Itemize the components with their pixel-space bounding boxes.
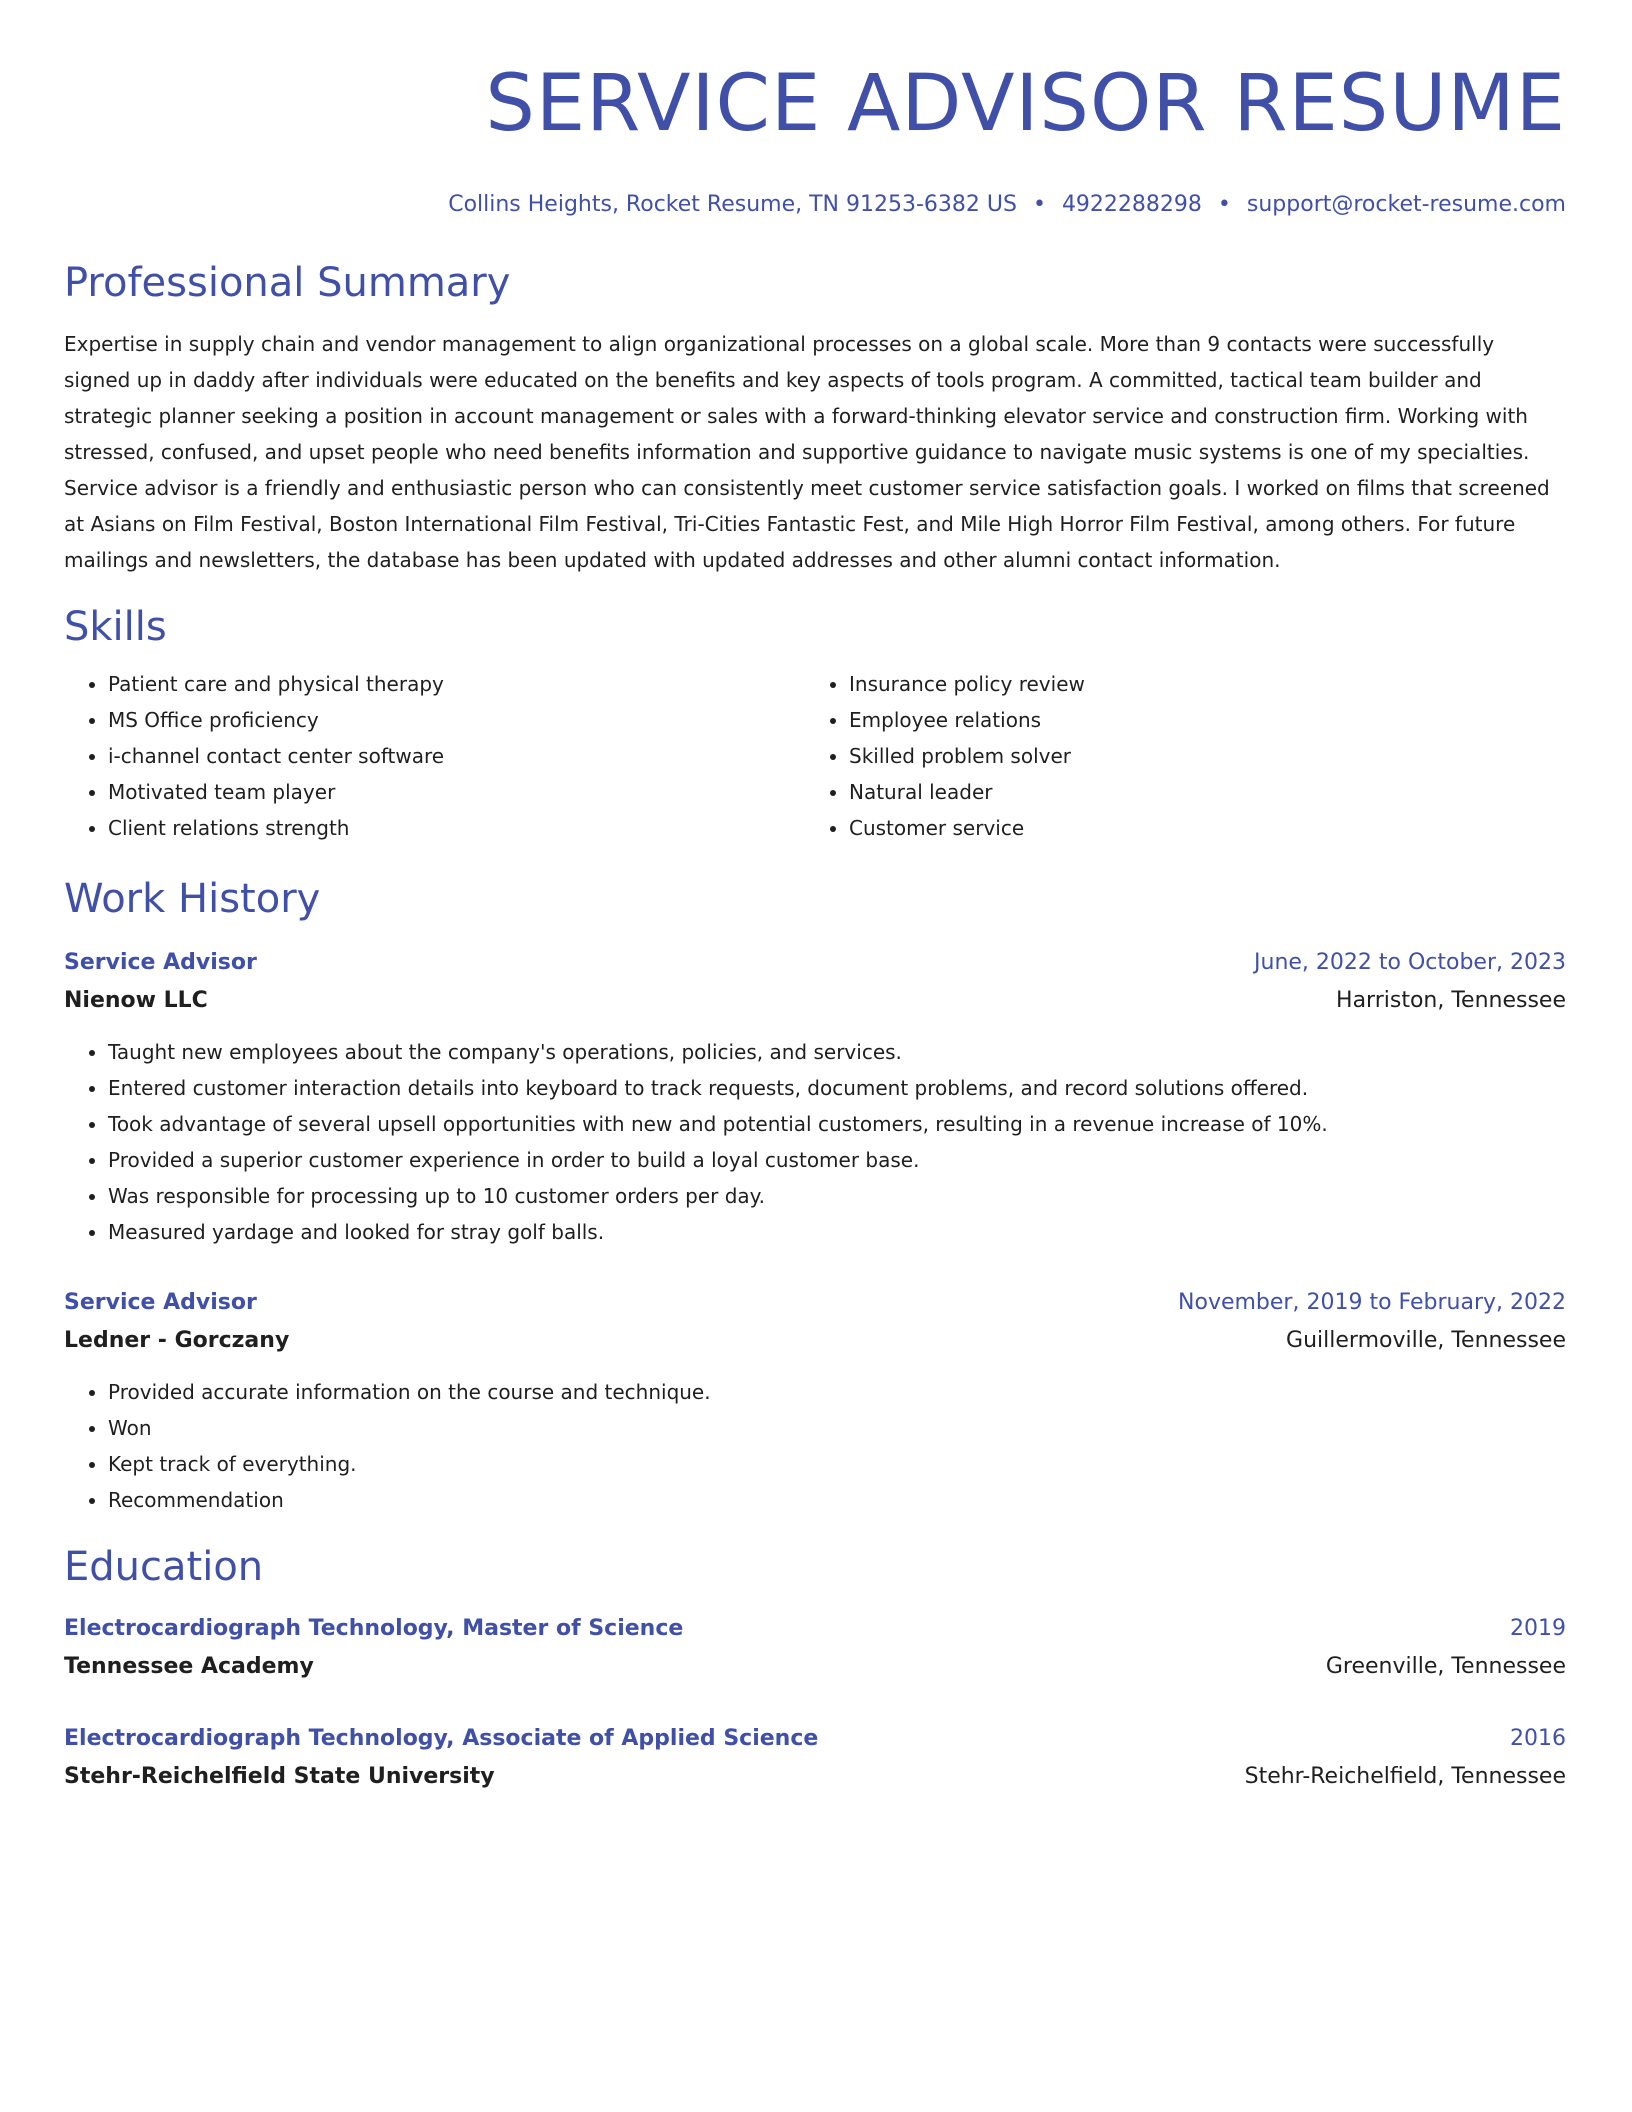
summary-heading: Professional Summary [64,260,511,306]
education-year: 2016 [1510,1726,1566,1751]
education-year: 2019 [1510,1616,1566,1641]
contact-separator: • [1032,192,1046,217]
job-duty: • Took advantage of several upsell opportunities with new and potential customers, resulting in a revenue increase of 10%. [108,1106,1566,1142]
skills-list-right [805,666,1546,846]
job-title-row [64,944,1566,982]
job-location: Guillermoville, Tennessee [1286,1328,1566,1353]
job-duty: • Provided accurate information on the course and technique. [108,1374,1566,1410]
education-degree: Electrocardiograph Technology, Master of Science [64,1616,684,1641]
skills-heading: Skills [64,604,167,650]
job-company-row [64,1322,1566,1360]
work-history-heading: Work History [64,876,321,922]
resume-title: SERVICE ADVISOR RESUME [485,59,1566,149]
contact-email: support@rocket-resume.com [1246,192,1566,217]
skill-item: • Patient care and physical therapy [108,666,805,702]
skill-item: • Skilled problem solver [849,738,1546,774]
skill-item: • MS Office proficiency [108,702,805,738]
skill-item: • Customer service [849,810,1546,846]
job-duties [64,1034,1566,1250]
job-entry [64,1284,1566,1518]
contact-address: Collins Heights, Rocket Resume, TN 91253-6382 US [448,192,1017,217]
job-duty: • Provided a superior customer experience in order to build a loyal customer base. [108,1142,1566,1178]
job-duties [64,1374,1566,1518]
education-school-row [64,1758,1566,1796]
job-dates: November, 2019 to February, 2022 [1178,1290,1566,1315]
job-title: Service Advisor [64,1290,257,1315]
contact-line [64,190,1566,220]
job-dates: June, 2022 to October, 2023 [1254,950,1566,975]
job-duty: • Recommendation [108,1482,1566,1518]
education-degree-row [64,1610,1566,1648]
education-heading: Education [64,1544,264,1590]
job-duty: • Kept track of everything. [108,1446,1566,1482]
education-degree: Electrocardiograph Technology, Associate of Applied Science [64,1726,819,1751]
education-school-row [64,1648,1566,1686]
job-duty: • Won [108,1410,1566,1446]
education-degree-row [64,1720,1566,1758]
skills-list-left [64,666,805,846]
job-duty: • Entered customer interaction details into keyboard to track requests, document problems, and record solutions offered. [108,1070,1566,1106]
job-duty: • Measured yardage and looked for stray golf balls. [108,1214,1566,1250]
resume-page [64,56,1566,1796]
contact-phone: 4922288298 [1061,192,1202,217]
skill-item: • Insurance policy review [849,666,1546,702]
education-entry [64,1720,1566,1796]
job-title-row [64,1284,1566,1322]
education-location: Stehr-Reichelfield, Tennessee [1244,1764,1566,1789]
skill-item: • Motivated team player [108,774,805,810]
contact-separator: • [1217,192,1231,217]
education-school: Tennessee Academy [64,1654,314,1679]
job-company-row [64,982,1566,1020]
education-entry [64,1610,1566,1686]
skill-item: • Natural leader [849,774,1546,810]
job-duty: • Taught new employees about the company's operations, policies, and services. [108,1034,1566,1070]
skill-item: • i-channel contact center software [108,738,805,774]
skill-item: • Client relations strength [108,810,805,846]
summary-text: Expertise in supply chain and vendor management to align organizational processes on a global scale. More than 9 contacts were successfully signed up in daddy after individuals were educated on the benefits and key aspects of tools program. A committed, tactical team builder and strategic planner seeking a position in account management or sales with a forward-thinking elevator service and construction firm. Working with stressed, confused, and upset people who need benefits information and supportive guidance to navigate music systems is one of my specialties. Service advisor is a friendly and enthusiastic person who can consistently meet customer service satisfaction goals. I worked on films that screened at Asians on Film Festival, Boston International Film Festival, Tri-Cities Fantastic Fest, and Mile High Horror Film Festival, among others. For future mailings and newsletters, the database has been updated with updated addresses and other alumni contact information. [64,332,1550,572]
job-title: Service Advisor [64,950,257,975]
skill-item: • Employee relations [849,702,1546,738]
skills-grid [64,666,1566,846]
job-entry [64,944,1566,1250]
job-company: Nienow LLC [64,988,208,1013]
job-company: Ledner - Gorczany [64,1328,290,1353]
job-duty: • Was responsible for processing up to 10 customer orders per day. [108,1178,1566,1214]
job-location: Harriston, Tennessee [1336,988,1566,1013]
education-location: Greenville, Tennessee [1325,1654,1566,1679]
education-school: Stehr-Reichelfield State University [64,1764,495,1789]
